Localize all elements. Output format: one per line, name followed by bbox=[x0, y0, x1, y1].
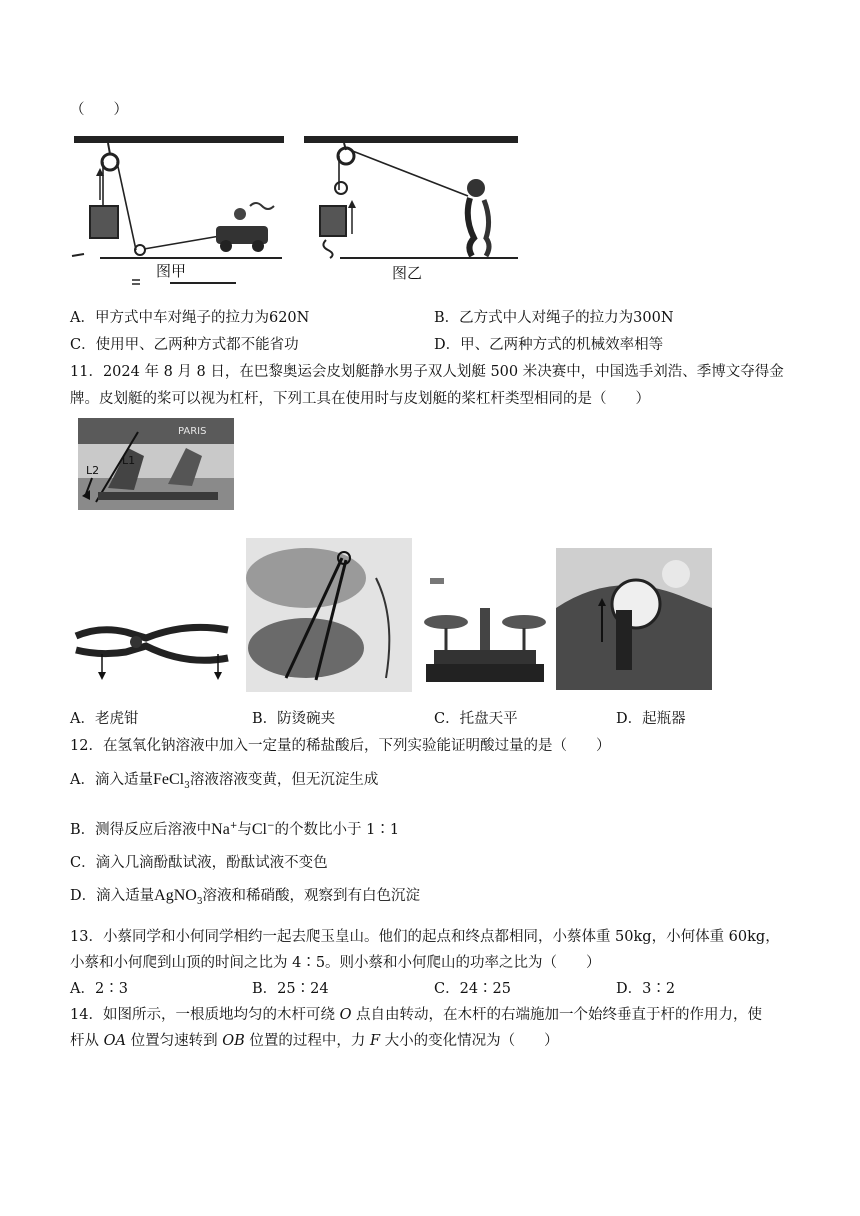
q11-canoe-photo bbox=[78, 418, 234, 510]
q11-bottle-opener-image bbox=[556, 548, 712, 690]
option-text: 测得反应后溶液中 bbox=[95, 822, 212, 838]
chem-subscript: 3 bbox=[196, 896, 203, 907]
option-text: 老虎钳 bbox=[94, 711, 139, 727]
q11-stem-line2: 牌。皮划艇的桨可以视为杠杆，下列工具在使用时与皮划艇的桨杠杆类型相同的是（ ） bbox=[70, 391, 650, 407]
point-o: O bbox=[339, 1007, 352, 1023]
q10-option-c bbox=[70, 333, 299, 354]
chem-subscript: 3 bbox=[184, 780, 190, 791]
fig-label-yi: 图乙 bbox=[392, 264, 423, 282]
ion-charge: + bbox=[229, 821, 238, 832]
q14-stem-line1 bbox=[70, 1003, 762, 1024]
option-text: 乙方式中人对绳子的拉力为300N bbox=[459, 310, 674, 326]
option-key: B． bbox=[70, 822, 96, 838]
option-text: 的个数比小于 1∶1 bbox=[274, 822, 400, 838]
q11-option-d bbox=[616, 707, 686, 728]
q11-bowl-clip-image bbox=[246, 538, 412, 692]
option-text: 使用甲、乙两种方式都不能省功 bbox=[95, 337, 299, 353]
option-text: 溶液溶液变黄，但无沉淀生成 bbox=[189, 772, 379, 788]
option-text: 与 bbox=[237, 822, 252, 838]
q12-stem: 12．在氢氧化钠溶液中加入一定量的稀盐酸后，下列实验能证明酸过量的是（ ） bbox=[70, 738, 611, 754]
option-text: 25∶24 bbox=[277, 981, 329, 997]
bowl-clip-icon bbox=[246, 538, 412, 692]
option-text: 3∶2 bbox=[642, 981, 676, 997]
option-text: 防烫碗夹 bbox=[277, 711, 336, 727]
q10-stem-tail: （ ） bbox=[70, 102, 128, 118]
option-key: C． bbox=[434, 981, 460, 997]
option-text: 托盘天平 bbox=[459, 711, 518, 727]
option-text: 溶液和稀硝酸，观察到有白色沉淀 bbox=[202, 888, 421, 904]
q10-option-d bbox=[434, 333, 663, 354]
q10-option-a bbox=[70, 306, 309, 327]
q12-option-a bbox=[70, 768, 378, 791]
option-key: D． bbox=[616, 981, 643, 997]
option-text: 滴入适量 bbox=[96, 888, 155, 904]
option-key: A． bbox=[70, 772, 95, 788]
option-key: A． bbox=[70, 310, 95, 326]
q12-option-d bbox=[70, 884, 420, 907]
option-text: 甲、乙两种方式的机械效率相等 bbox=[460, 337, 664, 353]
option-text: 滴入适量 bbox=[94, 772, 153, 788]
ion-charge: − bbox=[266, 821, 275, 832]
fig-label-jia: 图甲 bbox=[156, 262, 187, 280]
scale-balance-icon bbox=[420, 572, 550, 690]
pulley-person-diagram bbox=[300, 128, 524, 290]
q14-stem-line2 bbox=[70, 1029, 559, 1050]
ion-symbol: Na bbox=[211, 821, 230, 838]
option-key: A． bbox=[70, 711, 95, 727]
option-key: D． bbox=[434, 337, 461, 353]
position-oa: OA bbox=[103, 1033, 126, 1049]
option-text: 甲方式中车对绳子的拉力为620N bbox=[94, 310, 310, 326]
q13-stem-line1: 13．小蔡同学和小何同学相约一起去爬玉皇山。他们的起点和终点都相同，小蔡体重 50kg，小何体重 60kg， bbox=[70, 929, 780, 945]
q11-stem-line1: 11．2024 年 8 月 8 日，在巴黎奥运会皮划艇静水男子双人划艇 500 米决赛中，中国选手刘浩、季博文夺得金 bbox=[70, 364, 784, 380]
q13-stem-line2: 小蔡和小何爬到山顶的时间之比为 4∶5。则小蔡和小何爬山的功率之比为（ ） bbox=[70, 955, 601, 971]
option-key: D． bbox=[70, 888, 97, 904]
option-text: 24∶25 bbox=[459, 981, 512, 997]
q11-option-c bbox=[434, 707, 518, 728]
pulley-car-diagram bbox=[70, 128, 288, 290]
stem-text: 点自由转动，在木杆的右端施加一个始终垂直于杆的作用力，使 bbox=[351, 1007, 763, 1023]
q13-option-c bbox=[434, 977, 511, 998]
position-ob: OB bbox=[222, 1033, 245, 1049]
option-key: A． bbox=[70, 981, 95, 997]
chem-formula: AgNO bbox=[154, 887, 197, 904]
pliers-icon bbox=[72, 600, 234, 692]
stem-text: 位置匀速转到 bbox=[125, 1033, 223, 1049]
photo-label-l1: L1 bbox=[122, 454, 136, 467]
q10-figure-jia bbox=[70, 128, 288, 290]
photo-label-l2: L2 bbox=[86, 464, 100, 477]
q11-option-a bbox=[70, 707, 138, 728]
q13-option-a bbox=[70, 977, 128, 998]
q12-option-c bbox=[70, 851, 328, 872]
force-f: F bbox=[369, 1033, 381, 1049]
q13-option-d bbox=[616, 977, 675, 998]
option-text: 2∶3 bbox=[94, 981, 128, 997]
q11-balance-image bbox=[420, 572, 550, 690]
q10-figure-yi bbox=[300, 128, 524, 290]
option-text: 滴入几滴酚酞试液，酚酞试液不变色 bbox=[95, 855, 328, 871]
bottle-opener-icon bbox=[556, 548, 712, 690]
q13-option-b bbox=[252, 977, 329, 998]
stem-text: 位置的过程中，力 bbox=[244, 1033, 370, 1049]
q11-pliers-image bbox=[72, 600, 234, 692]
q12-option-b bbox=[70, 818, 399, 839]
canoe-lever-image bbox=[78, 418, 234, 510]
photo-paris-text: PARIS bbox=[178, 426, 207, 437]
stem-text: 14．如图所示，一根质地均匀的木杆可绕 bbox=[70, 1007, 340, 1023]
option-key: C． bbox=[70, 855, 96, 871]
option-key: B． bbox=[434, 310, 460, 326]
option-key: B． bbox=[252, 711, 278, 727]
option-key: C． bbox=[70, 337, 96, 353]
option-key: D． bbox=[616, 711, 643, 727]
ion-symbol: Cl bbox=[251, 821, 267, 838]
stem-text: 杆从 bbox=[70, 1033, 104, 1049]
option-key: C． bbox=[434, 711, 460, 727]
q10-option-b bbox=[434, 306, 674, 327]
q11-option-b bbox=[252, 707, 335, 728]
option-text: 起瓶器 bbox=[642, 711, 686, 727]
chem-formula: FeCl bbox=[152, 771, 185, 788]
stem-text: 大小的变化情况为（ ） bbox=[380, 1033, 559, 1049]
option-key: B． bbox=[252, 981, 278, 997]
